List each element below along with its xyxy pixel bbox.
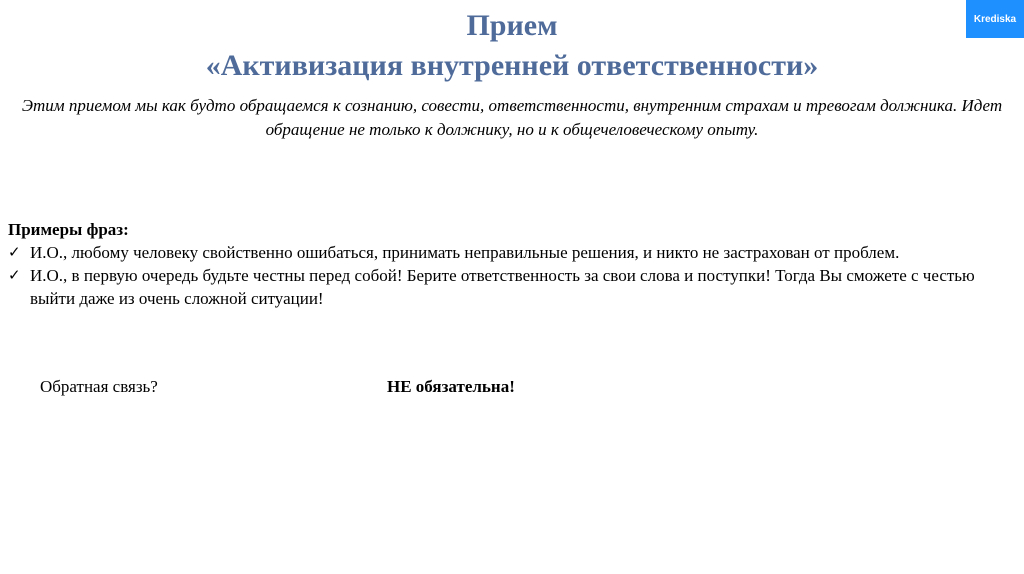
example-item — [8, 241, 1020, 264]
check-icon: ✓ — [8, 266, 21, 284]
example-text: И.О., в первую очередь будьте честны перед собой! Берите ответственность за свои слова и поступки! Тогда Вы сможете с честью выйти даже из очень сложной ситуации! — [30, 266, 975, 308]
feedback-label: Обратная связь? — [40, 377, 158, 396]
check-icon: ✓ — [8, 243, 21, 261]
example-item — [8, 264, 1020, 310]
examples-heading: Примеры фраз: — [8, 220, 129, 239]
slide-title — [0, 6, 1024, 86]
feedback-value: НЕ обязательна! — [387, 377, 515, 396]
intro-paragraph: Этим приемом мы как будто обращаемся к сознанию, совести, ответственности, внутренним страхам и тревогам должника. Идет обращение не только к должнику, но и к общечеловеческому опыту. — [21, 96, 1003, 139]
slide-title-line-1: Прием — [466, 9, 558, 42]
krediska-logo-badge: Krediska — [966, 0, 1024, 38]
examples-list — [8, 241, 1020, 310]
example-text: И.О., любому человеку свойственно ошибаться, принимать неправильные решения, и никто не застрахован от проблем. — [30, 243, 900, 262]
slide-title-line-2: «Активизация внутренней ответственности» — [205, 49, 819, 82]
